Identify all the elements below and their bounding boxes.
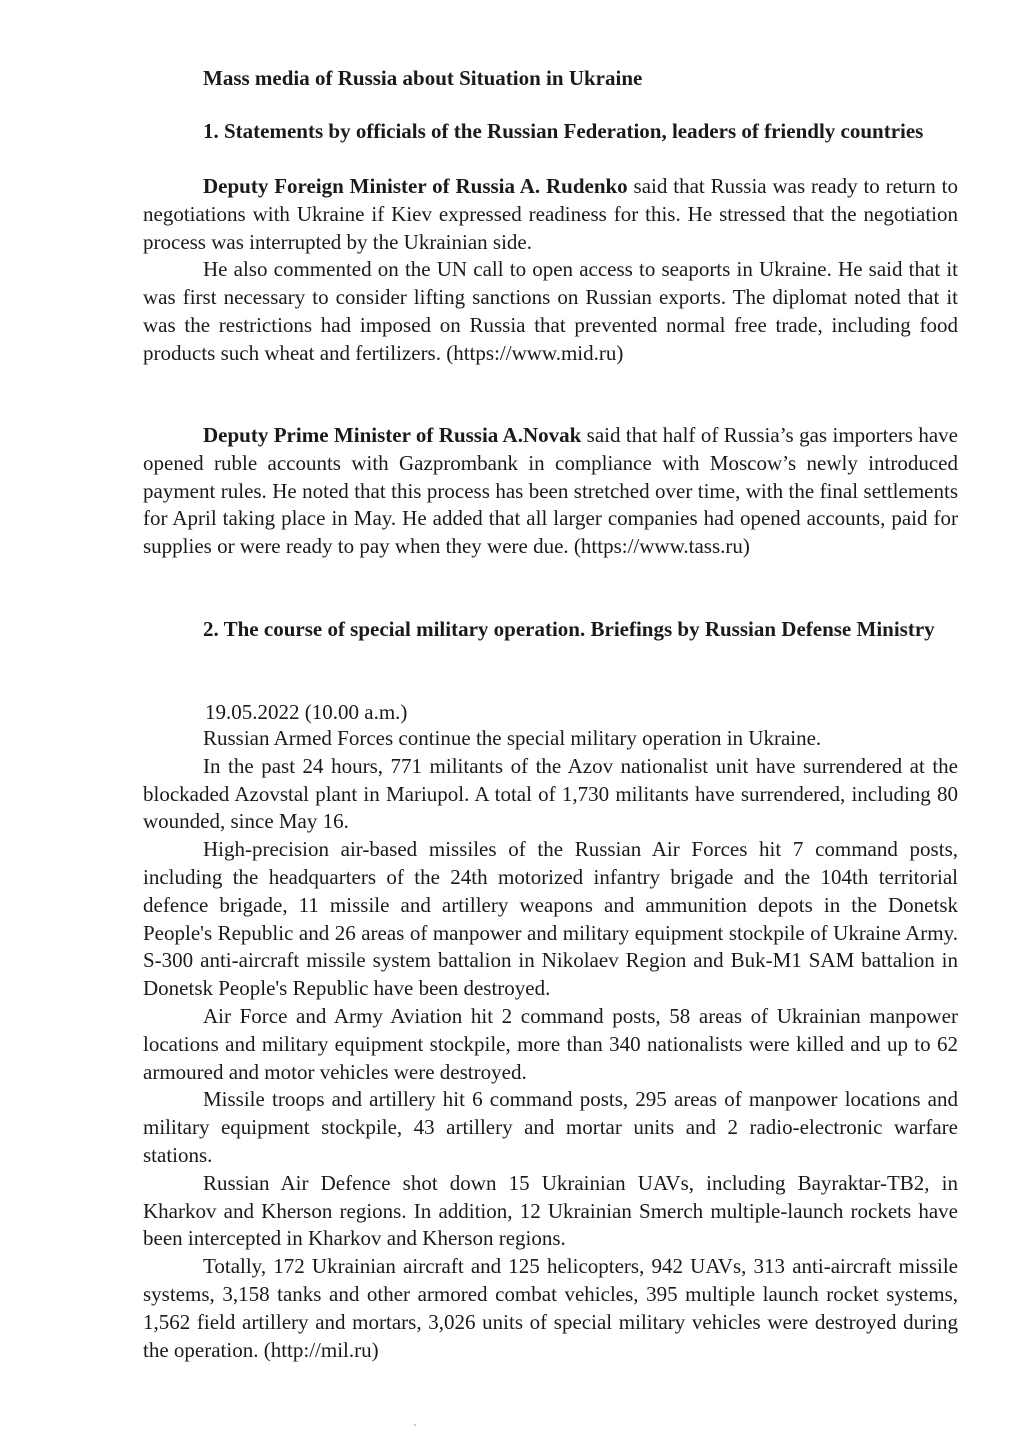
paragraph-novak — [143, 422, 958, 561]
briefing-paragraph-totals: Totally, 172 Ukrainian aircraft and 125 helicopters, 942 UAVs, 313 anti-aircraft missile systems, 3,158 tanks and other armored combat vehicles, 395 multiple launch rocket systems, 1,562 field artillery and mortars, 3,026 units of special military vehicles were destroyed during the operation. (http://mil.ru) — [143, 1254, 958, 1362]
novak-name: Deputy Prime Minister of Russia A.Novak — [203, 423, 582, 447]
paragraph-rudenko — [143, 173, 958, 256]
briefing-paragraph-artillery: Missile troops and artillery hit 6 command posts, 295 areas of manpower locations and military equipment stockpile, 43 artillery and mortar units and 2 radio-electronic warfare stations. — [143, 1087, 958, 1167]
rudenko-statement: said that Russia was ready to return to negotiations with Ukraine if Kiev expressed readiness for this. He stressed that the negotiation process was interrupted by the Ukrainian side. — [143, 174, 958, 254]
briefing-paragraph-air-missiles: High-precision air-based missiles of the Russian Air Forces hit 7 command posts, including the headquarters of the 24th motorized infantry brigade and the 104th territorial defence brigade, 11 missile and artillery weapons and ammunition depots in the Donetsk People's Republic and 26 areas of manpower and military equipment stockpile of Ukraine Army. S-300 anti-aircraft missile system battalion in Nikolaev Region and Buk-M1 SAM battalion in Donetsk People's Republic have been destroyed. — [143, 837, 958, 1001]
section-1-paragraph-rudenko — [143, 173, 958, 368]
briefing-date: 19.05.2022 (10.00 a.m.) — [205, 700, 408, 724]
section-1-heading — [143, 118, 958, 146]
scan-speck — [414, 1424, 416, 1426]
section-2-body — [143, 725, 958, 1364]
section-2-heading-text: 2. The course of special military operation. Briefings by Russian Defense Ministry — [203, 617, 935, 641]
section-1-paragraph-novak — [143, 422, 958, 561]
section-1-heading-text: 1. Statements by officials of the Russian Federation, leaders of friendly countries — [203, 119, 924, 143]
document-title: Mass media of Russia about Situation in Ukraine — [203, 66, 643, 90]
briefing-paragraph-operation: Russian Armed Forces continue the special military operation in Ukraine. — [203, 726, 822, 750]
section-2-heading — [143, 616, 958, 644]
rudenko-name: Deputy Foreign Minister of Russia A. Rudenko — [203, 174, 628, 198]
briefing-paragraph-aviation: Air Force and Army Aviation hit 2 command posts, 58 areas of Ukrainian manpower locations and military equipment stockpile, more than 340 nationalists were killed and up to 62 armoured and motor vehicles were destroyed. — [143, 1003, 958, 1084]
briefing-paragraph-air-defence: Russian Air Defence shot down 15 Ukrainian UAVs, including Bayraktar-TB2, in Kharkov and Kherson regions. In addition, 12 Ukrainian Smerch multiple-launch rockets have been intercepted in Kharkov and Kherson regions. — [143, 1170, 958, 1251]
novak-statement: said that half of Russia’s gas importers have opened ruble accounts with Gazprombank in compliance with Moscow’s newly introduced payment rules. He noted that this process has been stretched over time, with the final settlements for April taking place in May. He added that all larger companies had opened accounts, paid for supplies or were ready to pay when they were due. (https://www.tass.ru) — [143, 423, 958, 559]
briefing-paragraph-azovstal: In the past 24 hours, 771 militants of the Azov nationalist unit have surrendered at the blockaded Azovstal plant in Mariupol. A total of 1,730 militants have surrendered, including 80 wounded, since May 16. — [143, 753, 958, 834]
paragraph-rudenko-seaports: He also commented on the UN call to open access to seaports in Ukraine. He said that it was first necessary to consider lifting sanctions on Russian exports. The diplomat noted that it was the restrictions had imposed on Russia that prevented normal free trade, including food products such wheat and fertilizers. (https://www.mid.ru) — [143, 257, 958, 365]
